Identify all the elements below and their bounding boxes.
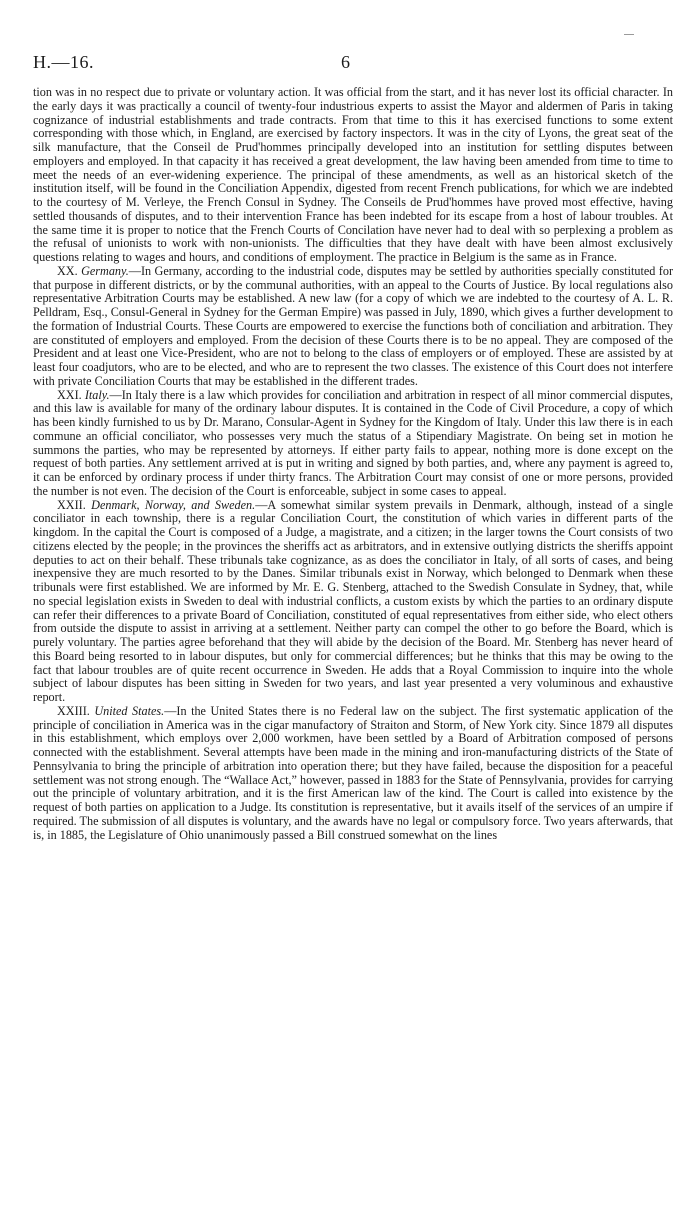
section-title: Italy. bbox=[84, 387, 110, 402]
section-united-states bbox=[33, 705, 673, 843]
section-title: Denmark, Norway, and Sweden. bbox=[91, 497, 256, 512]
corner-mark bbox=[624, 34, 634, 35]
page-header bbox=[33, 52, 673, 76]
section-number: XXII. bbox=[57, 497, 86, 512]
section-number: XXI. bbox=[57, 387, 82, 402]
page-number: 6 bbox=[341, 52, 351, 72]
section-number: XXIII. bbox=[57, 703, 90, 718]
paragraph-text: tion was in no respect due to private or voluntary action. It was official from the start, and it has never lost its official character. In the early days it was practically a council of twenty-four industrious experts to assist the Mayor and aldermen of Paris in taking cognizance of industrial establishments and trade contracts. From that time to this it has exercised functions to some extent corresponding with those which, in England, are exercised by factory inspectors. It was in the city of Lyons, the great seat of the silk manufacture, that the Conseil de Prud'hommes principally developed into an institution for settling disputes between employers and employed. In that capacity it has received a great development, the law having been amended from time to time to meet the needs of an ever-widening experience. The principal of these amendments, as well as an historical sketch of the institution itself, will be found in the Conciliation Appendix, digested from recent French publications, for which we are indebted to the courtesy of M. Verleye, the French Consul in Sydney. The Conseils de Prud'hommes have proved most effective, having settled thousands of disputes, and to their intervention France has been indebted for its escape from a host of labour troubles. At the same time it is proper to notice that the French Courts of Concilation have never had to deal with so perplexing a problem as the refusal of unionists to work with non-unionists. The difficulties that they have dealt with have been almost exclusively questions relating to wages and hours, and conditions of employment. The practice in Belgium is the same as in France. bbox=[33, 85, 673, 264]
section-text: —In Germany, according to the industrial code, disputes may be settled by authorities specially constituted for that purpose in different districts, or by the communal authorities, with an appeal to the Courts of Justice. By local regulations also representative Arbitration Courts may be established. A new law (for a copy of which we are indebted to the courtesy of A. L. R. Pelldram, Esq., Consul-General in Sydney for the German Empire) was passed in July, 1890, which gives a further development to the formation of Industrial Courts. These Courts are empowered to exercise the functions both of conciliation and arbitration. They are constituted of employers and employed. From the decision of these Courts there is to be no appeal. They are composed of the President and at least one Vice-President, who are not to belong to the class of employers or of employed. These are assisted by at least four coadjutors, who are to be elected, and who are to represent the two classes. The existence of this Court does not interfere with private Conciliation Courts that may be established in the different trades. bbox=[33, 263, 674, 388]
body-text bbox=[33, 86, 673, 842]
section-title: Germany. bbox=[81, 263, 129, 278]
section-text: —A somewhat similar system prevails in Denmark, although, instead of a single conciliator in each township, there is a regular Conciliation Court, the constitution of which varies in different parts of the kingdom. In the capital the Court is composed of a Judge, a magistrate, and a citizen; in the larger towns the Court consists of two citizens elected by the people; in the provinces the sheriffs act as arbitrators, and in extensive outlying districts the sheriffs appoint deputies to act on their behalf. These tribunals take cognizance, as as does the conciliator in Italy, of all sorts of cases, and being inexpensive they are much resorted to by the Danes. Similar tribunals exist in Norway, which belonged to Denmark when these tribunals were first established. We are informed by Mr. E. G. Stenberg, attached to the Swedish Consulate in Sydney, that, while no special legislation exists in Sweden to deal with industrial conflicts, a custom exists by which the parties to an ordinary dispute can refer their differences to a private Board of Conciliation, constituted of equal representatives from either side, who elect others from outside the dispute to assist in arriving at a settlement. Neither party can compel the other to go before the Board, which is purely voluntary. The parties agree beforehand that they will abide by the decision of the Board. Mr. Stenberg has never heard of this Board being resorted to in labour disputes, but only for commercial differences; but he thinks that this may be owing to the fact that labour troubles are of quite recent occurrence in Sweden. He adds that a Royal Commission to inquire into the whole subject of labour disputes has been sitting in Sweden for two years, and last year presented a very voluminous and exhaustive report. bbox=[33, 497, 674, 704]
section-denmark-norway-sweden bbox=[33, 499, 673, 705]
section-number: XX. bbox=[57, 263, 78, 278]
section-germany bbox=[33, 265, 673, 389]
section-text: —In the United States there is no Federal law on the subject. The first systematic application of the principle of conciliation in America was in the cigar manufactory of Straiton and Storm, of New York city. Since 1879 all disputes in this establishment, which employs over 2,000 workmen, have been settled by a Board of Arbitration composed of persons connected with the establishment. Several attempts have been made in the mining and iron-manufacturing districts of the State of Pennsylvania to bring the principle of arbitration into operation there; but they have failed, because the disposition for a peaceful settlement was not strong enough. The “Wallace Act,” however, passed in 1883 for the State of Pennsylvania, provides for carrying out the principle of voluntary arbitration, and it is the first American law of the kind. The Court is called into existence by the request of both parties on application to a Judge. Its constitution is representative, but it avails itself of the services of an umpire if required. The submission of all disputes is voluntary, and the awards have no legal or compulsory force. Two years afterwards, that is, in 1885, the Legislature of Ohio unanimously passed a Bill construed somewhat on the lines bbox=[33, 703, 674, 842]
section-italy bbox=[33, 389, 673, 499]
section-text: —In Italy there is a law which provides for conciliation and arbitration in respect of all minor commercial disputes, and this law is available for many of the ordinary labour disputes. It is contained in the Code of Civil Procedure, a copy of which has been kindly furnished to us by Dr. Marano, Consular-Agent in Sydney for the Kingdom of Italy. Under this law there is in each commune an official conciliator, who possesses very much the status of a Stipendiary Magistrate. On being set in motion he summons the parties, who may be represented by attorneys. If either party fails to appear, nothing more is done except on the request of both parties. Any settlement arrived at is put in writing and signed by both parties, and, where any payment is agreed to, it can be enforced by ordinary process if under thirty francs. The Arbitration Court may consist of one or more persons, provided the number is not even. The decision of the Court is enforceable, subject in some cases to appeal. bbox=[33, 387, 674, 498]
section-title: United States. bbox=[94, 703, 165, 718]
paragraph-continuation bbox=[33, 86, 673, 265]
document-reference: H.—16. bbox=[33, 52, 94, 72]
